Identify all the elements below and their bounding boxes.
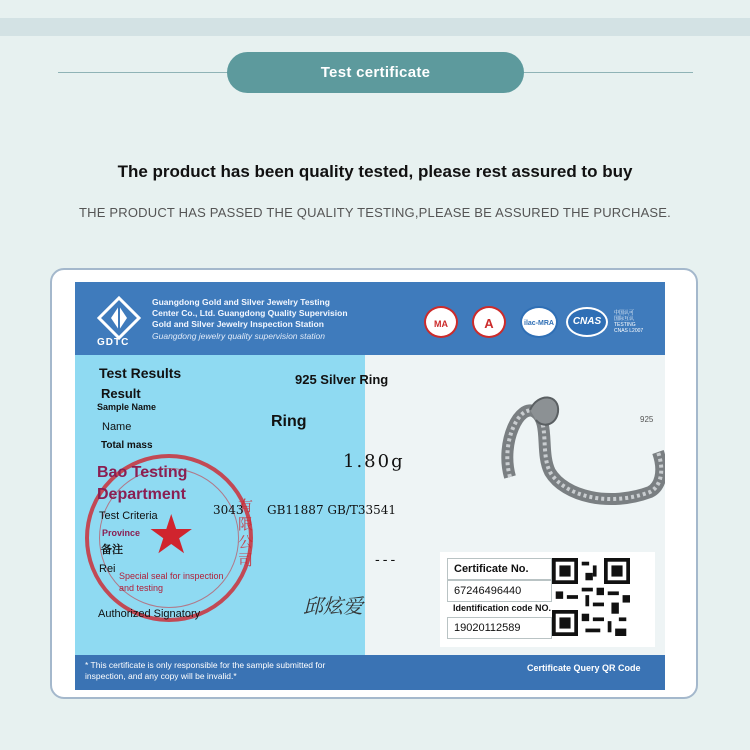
result-label: Result — [101, 386, 141, 401]
ring-image — [480, 382, 665, 537]
certificate-card — [75, 282, 665, 690]
seal-arc-text: 有限公司 — [236, 498, 253, 570]
test-criteria-value: GB11887 GB/T33541 — [267, 503, 397, 517]
name-value: Ring — [271, 413, 307, 430]
headline: The product has been quality tested, please rest assured to buy — [117, 162, 633, 181]
subline: THE PRODUCT HAS PASSED THE QUALITY TESTING,PLEASE BE ASSURED THE PURCHASE. — [78, 205, 671, 220]
a-badge: A — [472, 306, 506, 338]
certificate-header — [75, 282, 665, 355]
cnas-badge: CNAS — [566, 307, 608, 337]
test-criteria-label: Test Criteria — [99, 510, 158, 522]
ref-value: --- — [375, 552, 399, 568]
section-title-pill: Test certificate — [227, 52, 524, 93]
sample-name-value: 925 Silver Ring — [295, 372, 389, 387]
identification-value: 19020112589 — [447, 617, 552, 639]
org-logo-text: GDTC — [97, 337, 130, 348]
svg-text:925: 925 — [640, 415, 654, 424]
gdtc-logo-icon — [97, 296, 141, 340]
ilac-badge: ilac-MRA — [520, 306, 558, 338]
ref-label: Rei — [99, 563, 116, 575]
authorized-signatory-label: Authorized Signatory — [98, 608, 201, 620]
qr-code-icon[interactable] — [552, 558, 630, 636]
test-results-label: Test Results — [99, 365, 182, 381]
cnas-caption: 中国认可 国际互认 TESTING CNAS L2007 — [614, 310, 644, 334]
special-seal-text: Special seal for inspection and testing — [119, 571, 224, 593]
name-label: Name — [102, 421, 132, 433]
signature: 邱炫爱 — [303, 594, 363, 618]
remarks-label: 备注 — [101, 544, 123, 556]
top-band — [0, 18, 750, 36]
qr-caption: Certificate Query QR Code — [527, 663, 641, 673]
province-label: Province — [102, 528, 141, 538]
identification-label: Identification code NO. — [453, 603, 552, 613]
star-seal-icon: ★ — [147, 505, 196, 565]
sample-name-label: Sample Name — [97, 402, 157, 412]
divider-left — [58, 72, 228, 73]
testing-department-overlay: Bao Testing Department — [97, 464, 188, 503]
certificate-no-value: 67246496440 — [447, 580, 552, 602]
certificate-footer — [75, 655, 665, 690]
footer-disclaimer: * This certificate is only responsible for the sample submitted for inspection, and any copy will be invalid.* — [85, 660, 326, 681]
divider-right — [523, 72, 693, 73]
certificate-no-label: Certificate No. — [447, 558, 552, 580]
partial-code: 3043 — [213, 503, 244, 517]
total-mass-value: 1.80g — [343, 451, 405, 472]
ma-badge: MA — [424, 306, 458, 338]
org-name: Guangdong Gold and Silver Jewelry Testing Center Co., Ltd. Guangdong Quality Supervision Gold and Silver Jewelry Inspection Station Guangdong jewelry quality supervision station — [152, 297, 348, 341]
total-mass-label: Total mass — [101, 440, 153, 451]
